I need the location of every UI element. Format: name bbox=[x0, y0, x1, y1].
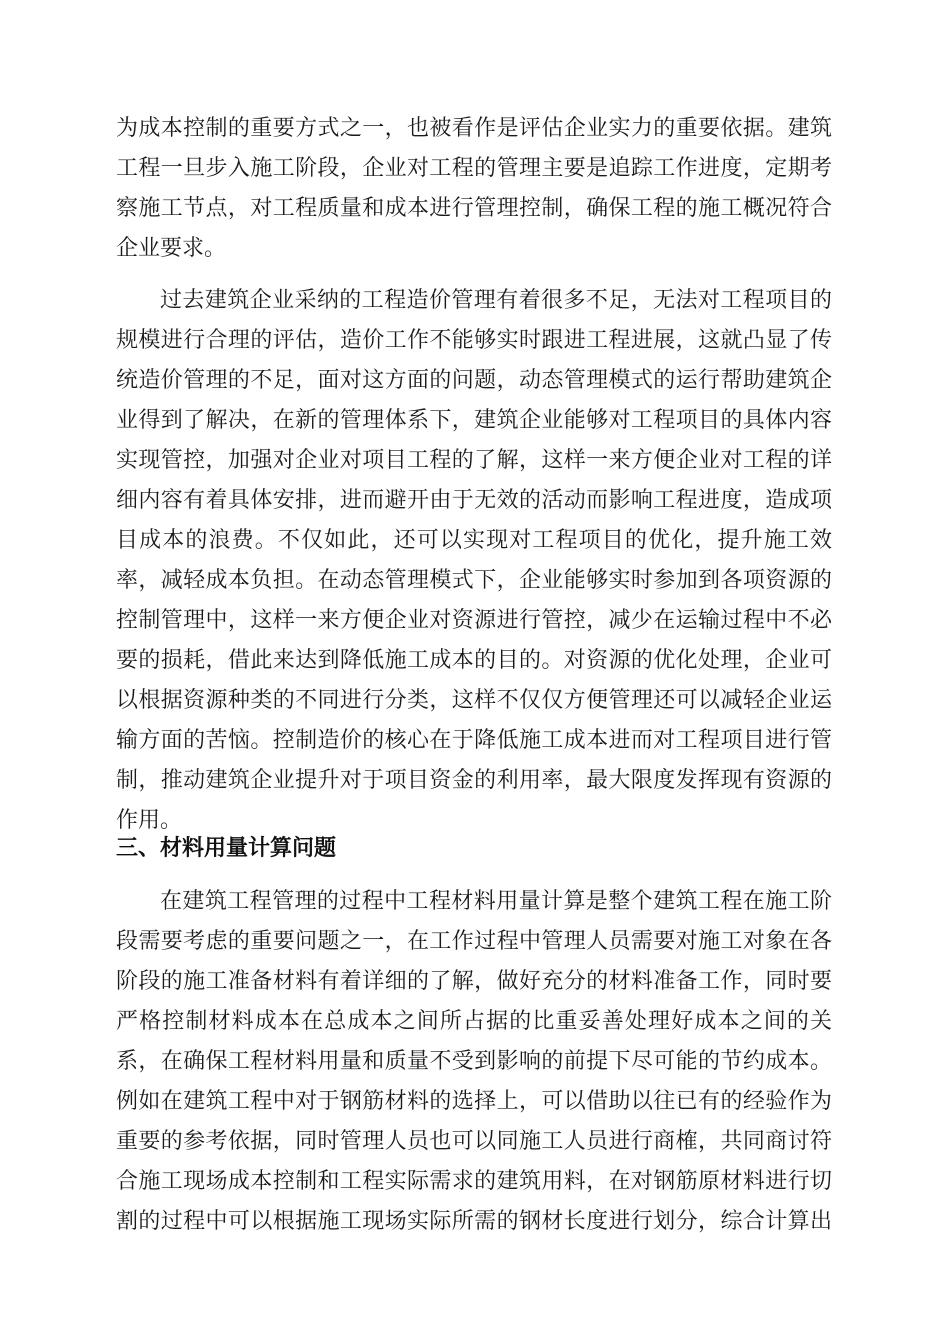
paragraph3-line-7: 重要的参考依据，同时管理人员也可以同施工人员进行商榷，共同商讨符 bbox=[116, 1129, 832, 1154]
paragraph3-line-5: 系，在确保工程材料用量和质量不受到影响的前提下尽可能的节约成本。 bbox=[116, 1049, 832, 1074]
paragraph1-line-2: 工程一旦步入施工阶段，企业对工程的管理主要是追踪工作进度，定期考 bbox=[116, 156, 832, 181]
paragraph3-line-8: 合施工现场成本控制和工程实际需求的建筑用料，在对钢筋原材料进行切 bbox=[116, 1169, 832, 1194]
paragraph2-line-2: 规模进行合理的评估，造价工作不能够实时跟进工程进展，这就凸显了传 bbox=[116, 328, 832, 353]
paragraph2-line-5: 实现管控，加强对企业对项目工程的了解，这样一来方便企业对工程的详 bbox=[116, 448, 832, 473]
paragraph3-line-2: 段需要考虑的重要问题之一，在工作过程中管理人员需要对施工对象在各 bbox=[116, 929, 832, 954]
paragraph2-line-10: 要的损耗，借此来达到降低施工成本的目的。对资源的优化处理，企业可 bbox=[116, 648, 832, 673]
paragraph2-line-8: 率，减轻成本负担。在动态管理模式下，企业能够实时参加到各项资源的 bbox=[116, 568, 832, 593]
paragraph2-line-13: 制，推动建筑企业提升对于项目资金的利用率，最大限度发挥现有资源的 bbox=[116, 768, 832, 793]
paragraph1-line-3: 察施工节点，对工程质量和成本进行管理控制，确保工程的施工概况符合 bbox=[116, 196, 832, 221]
paragraph2-line-6: 细内容有着具体安排，进而避开由于无效的活动而影响工程进度，造成项 bbox=[116, 488, 832, 513]
paragraph2-line-3: 统造价管理的不足，面对这方面的问题，动态管理模式的运行帮助建筑企 bbox=[116, 368, 832, 393]
paragraph2-line-14: 作用。 bbox=[116, 808, 183, 833]
paragraph2-line-4: 业得到了解决，在新的管理体系下，建筑企业能够对工程项目的具体内容 bbox=[116, 408, 832, 433]
section-heading: 三、材料用量计算问题 bbox=[116, 836, 337, 861]
paragraph3-line-1: 在建筑工程管理的过程中工程材料用量计算是整个建筑工程在施工阶 bbox=[160, 889, 832, 914]
paragraph2-line-11: 以根据资源种类的不同进行分类，这样不仅仅方便管理还可以减轻企业运 bbox=[116, 688, 832, 713]
paragraph2-line-1: 过去建筑企业采纳的工程造价管理有着很多不足，无法对工程项目的 bbox=[160, 288, 832, 313]
paragraph2-line-12: 输方面的苦恼。控制造价的核心在于降低施工成本进而对工程项目进行管 bbox=[116, 728, 832, 753]
paragraph2-line-7: 目成本的浪费。不仅如此，还可以实现对工程项目的优化，提升施工效 bbox=[116, 528, 832, 553]
paragraph3-line-3: 阶段的施工准备材料有着详细的了解，做好充分的材料准备工作，同时要 bbox=[116, 969, 832, 994]
paragraph1-line-4: 企业要求。 bbox=[116, 236, 227, 261]
paragraph2-line-9: 控制管理中，这样一来方便企业对资源进行管控，减少在运输过程中不必 bbox=[116, 608, 832, 633]
paragraph1-line-1: 为成本控制的重要方式之一，也被看作是评估企业实力的重要依据。建筑 bbox=[116, 116, 832, 141]
paragraph3-line-4: 严格控制材料成本在总成本之间所占据的比重妥善处理好成本之间的关 bbox=[116, 1009, 832, 1034]
paragraph3-line-6: 例如在建筑工程中对于钢筋材料的选择上，可以借助以往已有的经验作为 bbox=[116, 1089, 832, 1114]
paragraph3-line-9: 割的过程中可以根据施工现场实际所需的钢材长度进行划分，综合计算出 bbox=[116, 1209, 832, 1234]
